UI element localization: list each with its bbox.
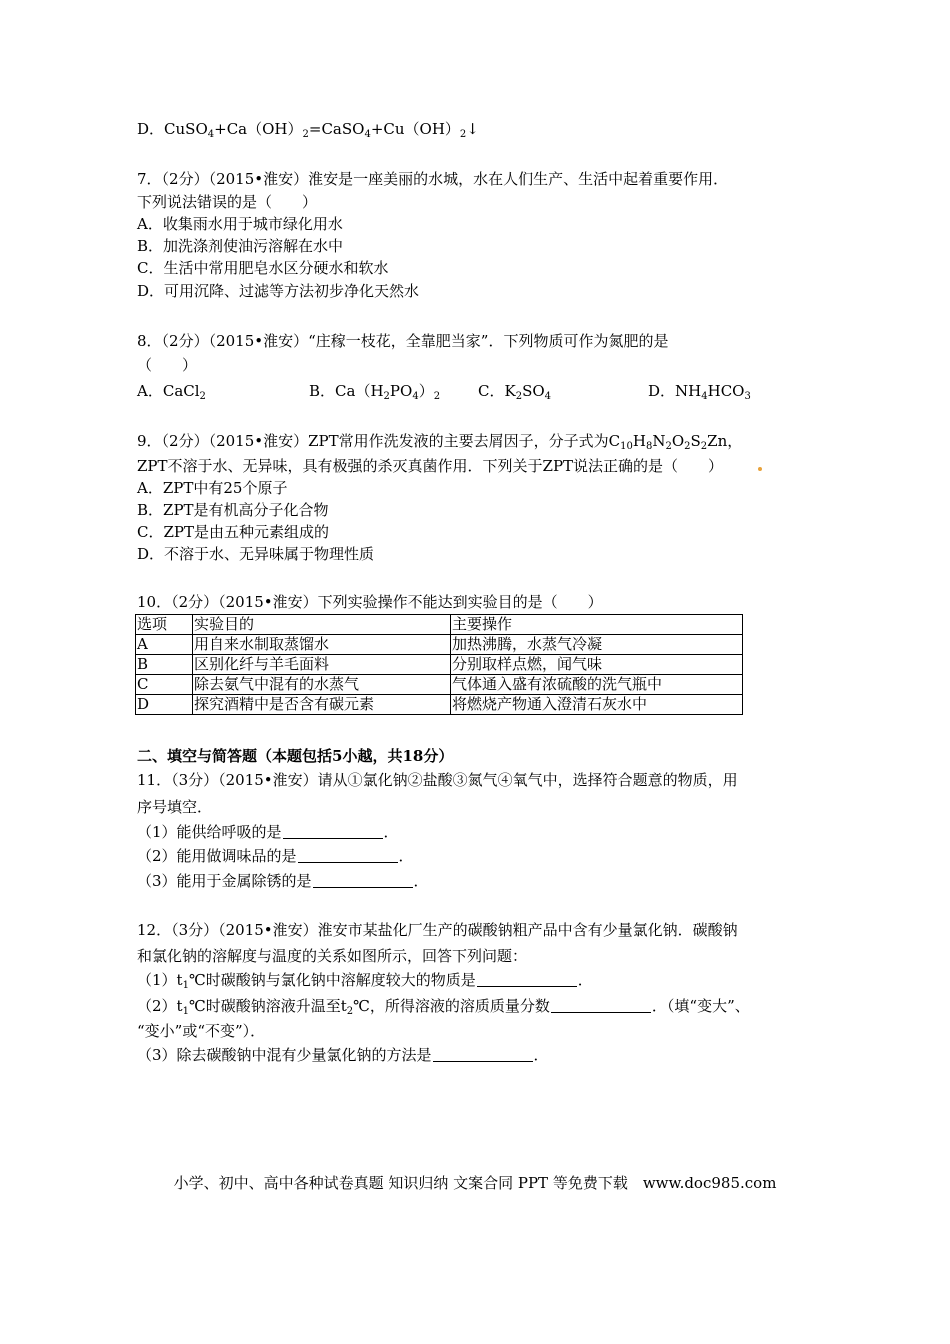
answer-blank [477,972,577,987]
table-cell: D [136,695,193,715]
answer-blank [551,998,651,1013]
table-cell: 加热沸腾，水蒸气冷凝 [451,635,743,655]
q7-option-b: B．加洗涤剂使油污溶解在水中 [137,237,344,255]
zpt-formula: $C_{10}H_8N_2O_2S_2Zn$ [608,432,728,452]
table-cell: 区别化纤与羊毛面料 [193,655,451,675]
table-row [136,675,743,695]
q12-item-2: $(2)t_1℃$时碳酸钠溶液升温至$t_2℃$，所得溶液的溶质质量分数 ．（填“变大”、 [137,997,750,1017]
q12-stem-line1: 12．（3分）（2015•淮安）淮安市某盐化厂生产的碳酸钠粗产品中含有少量氯化钠．碳酸钠 [137,921,738,939]
table-row [136,635,743,655]
page-footer: 小学、初中、高中各种试卷真题 知识归纳 文案合同 PPT 等免费下载 www.doc985.com [173,1174,777,1192]
q8-stem-line2: （ ） [137,356,198,374]
q12-item-1: $(1)t_1℃$时碳酸钠与氯化钠中溶解度较大的物质是 ． [137,971,593,991]
q11-stem-line1: 11．（3分）（2015•淮安）请从①氯化钠②盐酸③氮气④氧气中，选择符合题意的物质，用 [137,771,738,789]
q9-stem-line1: 9．（2分）（2015•淮安）ZPT常用作洗发液的主要去屑因子，分子式为$C_{10}H_8N_2O_2S_2Zn$， [137,432,743,452]
q8-option-a: A．CaCl$_2$ [137,382,206,402]
q9-option-d: D．不溶于水、无异味属于物理性质 [137,545,375,563]
table-cell: B [136,655,193,675]
q6-option-d: D．$CuSO_4+Ca(OH)_2=CaSO_4+Cu(OH)_2↓$ [137,120,479,140]
table-cell: 将燃烧产物通入澄清石灰水中 [451,695,743,715]
table-cell: 气体通入盛有浓硫酸的洗气瓶中 [451,675,743,695]
q9-option-b: B．ZPT是有机高分子化合物 [137,501,329,519]
answer-blank [283,824,383,839]
q8-option-c: C．$K_2SO_4$ [478,382,552,402]
q10-stem: 10．（2分）（2015•淮安）下列实验操作不能达到实验目的是（ ） [137,593,603,611]
table-header-cell: 实验目的 [193,615,451,635]
q9-option-c: C．ZPT是由五种元素组成的 [137,523,329,541]
q12-item-3: （3）除去碳酸钠中混有少量氯化钠的方法是 ． [137,1046,549,1064]
q7-stem-line2: 下列说法错误的是（ ） [137,193,318,211]
q7-stem-line1: 7．（2分）（2015•淮安）淮安是一座美丽的水城，水在人们生产、生活中起着重要作用． [137,170,729,188]
table-cell: 除去氨气中混有的水蒸气 [193,675,451,695]
q8-stem-line1: 8．（2分）（2015•淮安）“庄稼一枝花，全靠肥当家”．下列物质可作为氮肥的是 [137,332,669,350]
answer-blank [298,848,398,863]
section-heading: 二、填空与简答题（本题包括5小越，共18分） [137,747,454,765]
q7-option-d: D．可用沉降、过滤等方法初步净化天然水 [137,282,420,300]
q7-option-a: A．收集雨水用于城市绿化用水 [137,215,343,233]
q9-option-a: A．ZPT中有25个原子 [137,479,288,497]
answer-blank [313,873,413,888]
stray-dot-mark [758,467,762,471]
q11-stem-line2: 序号填空． [137,798,213,816]
q8-option-b: B．$Ca(H_2PO_4)_2$ [309,382,441,402]
table-cell: A [136,635,193,655]
table-header-cell: 主要操作 [451,615,743,635]
q11-item-1: （1）能供给呼吸的是 ． [137,823,399,841]
q12-item-2-cont: “变小”或“不变”）． [137,1022,266,1040]
q12-stem-line2: 和氯化钠的溶解度与温度的关系如图所示，回答下列问题： [137,947,528,965]
table-cell: 分别取样点燃，闻气味 [451,655,743,675]
table-cell: 用自来水制取蒸馏水 [193,635,451,655]
answer-blank [433,1047,533,1062]
table-header-cell: 选项 [136,615,193,635]
q8-option-d: D．$NH_4HCO_3$ [648,382,751,402]
q11-item-2: （2）能用做调味品的是 ． [137,847,414,865]
q10-table [135,614,743,715]
q7-option-c: C．生活中常用肥皂水区分硬水和软水 [137,259,389,277]
table-row [136,655,743,675]
table-cell: 探究酒精中是否含有碳元素 [193,695,451,715]
q11-item-3: （3）能用于金属除锈的是 ． [137,872,429,890]
table-header-row [136,615,743,635]
table-cell: C [136,675,193,695]
table-row [136,695,743,715]
q9-stem-line2: ZPT不溶于水、无异味，具有极强的杀灭真菌作用．下列关于ZPT说法正确的是（ ） [137,457,724,475]
